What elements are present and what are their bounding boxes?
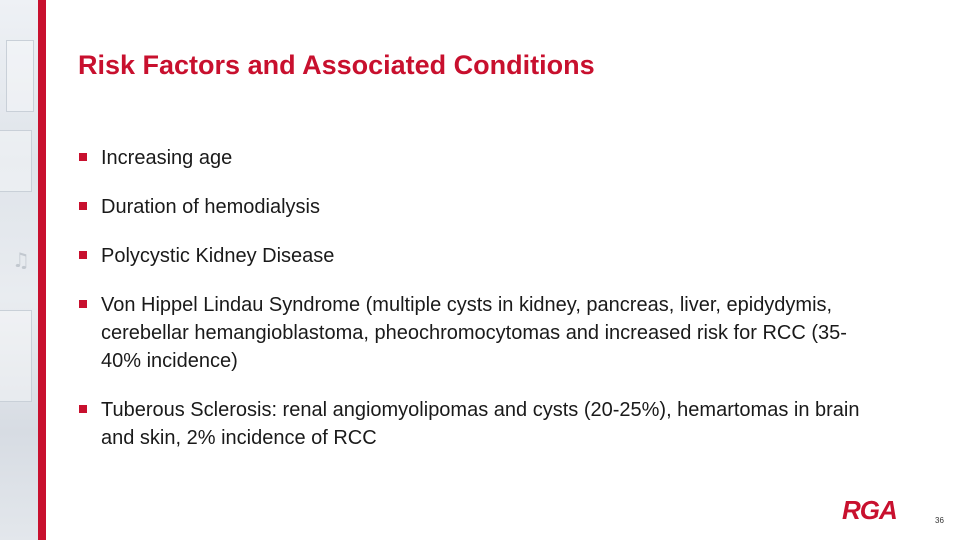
bullet-item — [78, 193, 878, 221]
bullet-item — [78, 242, 878, 270]
bullet-text: Von Hippel Lindau Syndrome (multiple cysts in kidney, pancreas, liver, epidydymis, cerebellar hemangioblastoma, pheochromocytomas and increased risk for RCC (35-40% incidence) — [101, 294, 847, 372]
rga-logo: RGA — [842, 495, 897, 525]
bullet-item — [78, 144, 878, 172]
square-bullet-icon — [79, 300, 87, 308]
bullet-text: Tuberous Sclerosis: renal angiomyolipomas and cysts (20-25%), hemartomas in brain and skin, 2% incidence of RCC — [101, 399, 860, 449]
slide-title: Risk Factors and Associated Conditions — [78, 50, 595, 80]
square-bullet-icon — [79, 153, 87, 161]
bullet-text: Duration of hemodialysis — [101, 196, 320, 218]
bullet-item — [78, 396, 878, 452]
square-bullet-icon — [79, 251, 87, 259]
bullet-text: Increasing age — [101, 147, 233, 169]
accent-bar — [38, 0, 46, 540]
square-bullet-icon — [79, 202, 87, 210]
square-bullet-icon — [79, 405, 87, 413]
decorative-panel — [6, 40, 34, 112]
page-number: 36 — [935, 516, 944, 525]
bullet-item — [78, 291, 878, 375]
decorative-side-strip — [0, 0, 38, 540]
bullet-text: Polycystic Kidney Disease — [101, 245, 335, 267]
decorative-panel — [0, 310, 32, 402]
music-note-icon: ♫ — [12, 248, 30, 272]
bullet-list — [78, 144, 878, 452]
decorative-panel — [0, 130, 32, 192]
